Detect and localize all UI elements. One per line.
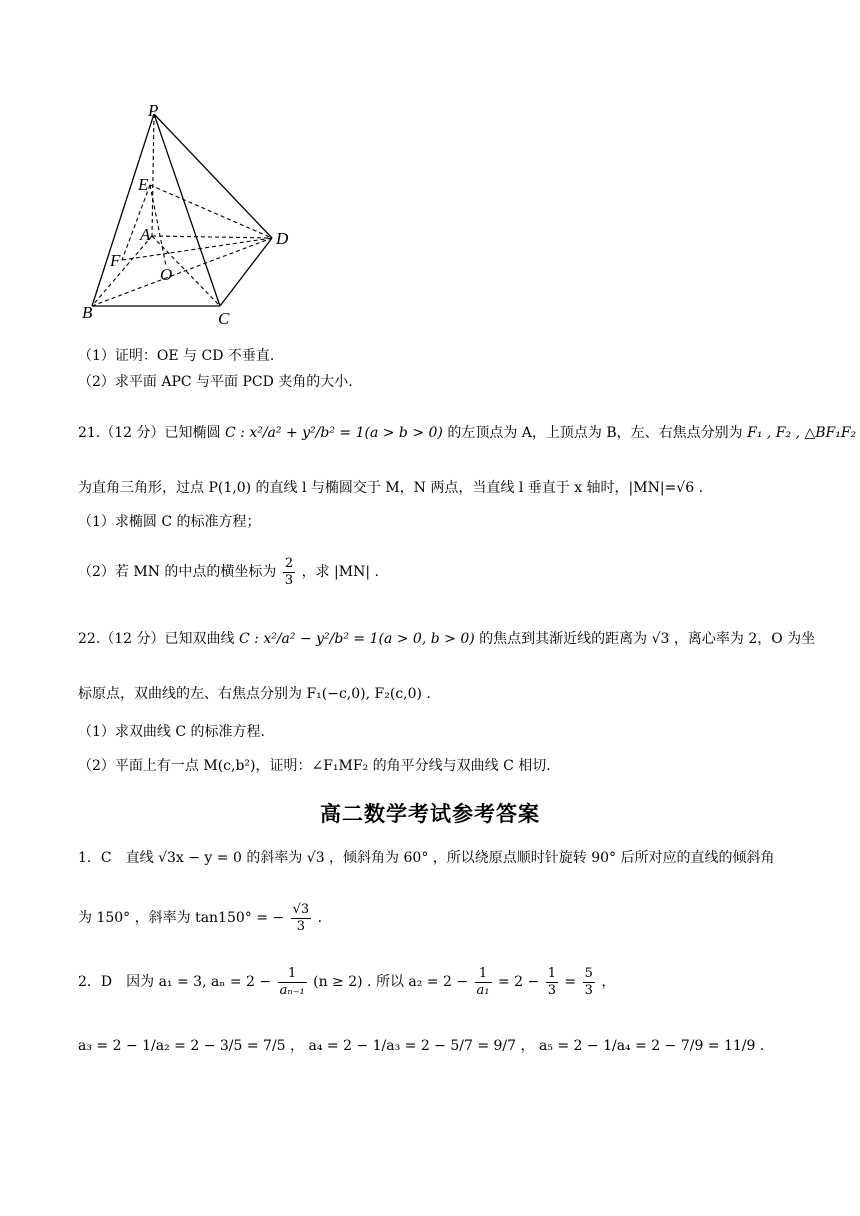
answer2-a: 2．D 因为 a₁ = 3, aₙ = 2 − [78,974,272,990]
q22-part1: （1）求双曲线 C 的标准方程. [78,724,265,740]
frac-num: 2 [284,555,294,571]
foci-triangle: F₁ , F₂ , △BF₁F₂ [747,425,857,441]
frac-num: 1 [547,965,556,981]
fraction-1-a1 [475,966,492,999]
q22-line1 [78,622,815,656]
q21-part2 [78,550,379,594]
diag-BD [92,238,272,306]
q21-part2-b: ，求 |MN| . [301,564,379,580]
frac-den: aₙ₋₁ [279,982,305,998]
q21-prefix: 21.（12 分）已知椭圆 [78,425,221,441]
label-A: A [140,225,151,244]
frac-num: 5 [584,965,593,981]
label-D: D [276,229,289,248]
fraction-2-3 [283,556,295,589]
edge-AD [152,236,272,238]
seg-ED [150,185,272,238]
label-F: F [110,251,121,270]
frac-num: 1 [475,966,492,983]
frac-den: a₁ [476,982,490,998]
q20-part1: （1）证明：OE 与 CD 不垂直. [78,348,275,364]
pyramid-diagram [70,100,310,330]
answer2-b: (n ≥ 2) . 所以 a₂ = 2 − [313,974,469,990]
q21-line2: 为直角三角形，过点 P(1,0) 的直线 l 与椭圆交于 M，N 两点，当直线 l 垂直于 x 轴时，|MN|=√6 . [78,480,704,496]
fraction-sqrt3-3 [291,902,312,935]
q21-part1: （1）求椭圆 C 的标准方程； [78,514,261,530]
edge-PA [152,114,154,236]
frac-num: √3 [292,901,310,917]
q22-line2: 标原点，双曲线的左、右焦点分别为 F₁(−c,0), F₂(c,0) . [78,686,431,702]
label-C: C [218,309,230,328]
answers-title: 高二数学考试参考答案 [320,802,540,826]
label-O: O [160,265,173,284]
answer1-line2-b: . [317,910,323,926]
ellipse-equation: C : x²/a² + y²/b² = 1(a > b > 0) [224,425,443,441]
answer2-d: = [564,974,577,990]
answer2-line2: a₃ = 2 − 1/a₂ = 2 − 3/5 = 7/5 ， a₄ = 2 − 1/a₃ = 2 − 5/7 = 9/7 ， a₅ = 2 − 1/a₄ = 2 − 7/9 = 11/9 . [78,1038,765,1054]
answer2-c: = 2 − [497,974,540,990]
label-P: P [148,101,159,120]
fraction-1-an1 [278,966,307,999]
frac-num: 1 [278,966,307,983]
edge-PB [92,114,154,306]
fraction-1-3 [546,966,558,999]
edge-AB [92,236,152,306]
edge-PD [154,114,272,238]
label-E: E [138,175,149,194]
answer1-line1: 1．C 直线 √3x − y = 0 的斜率为 √3 ，倾斜角为 60° ，所以绕原点顺时针旋转 90° 后所对应的直线的倾斜角 [78,850,775,866]
pyramid-figure [70,100,310,330]
answer2-line1 [78,960,615,1004]
hyperbola-equation: C : x²/a² − y²/b² = 1(a > 0, b > 0) [238,631,475,647]
q21-text: 的左顶点为 A，上顶点为 B，左、右焦点分别为 [447,425,743,441]
frac-den: 3 [584,982,593,998]
frac-den: 3 [284,572,294,588]
answer1-line2 [78,896,322,940]
answer2-e: ， [601,974,616,990]
fraction-5-3 [583,966,595,999]
q22-prefix: 22.（12 分）已知双曲线 [78,631,235,647]
q20-part2: （2）求平面 APC 与平面 PCD 夹角的大小. [78,374,353,390]
answer1-line2-a: 为 150° ，斜率为 tan150° = − [78,910,285,926]
q22-part2: （2）平面上有一点 M(c,b²)，证明：∠F₁MF₂ 的角平分线与双曲线 C 相切. [78,758,551,774]
frac-den: 3 [296,918,306,934]
q22-text: 的焦点到其渐近线的距离为 √3 ，离心率为 2，O 为坐 [479,631,816,647]
frac-den: 3 [547,982,556,998]
label-B: B [82,303,93,322]
q21-part2-a: （2）若 MN 的中点的横坐标为 [78,564,277,580]
q21-line1 [78,416,856,450]
seg-EF [122,185,150,260]
